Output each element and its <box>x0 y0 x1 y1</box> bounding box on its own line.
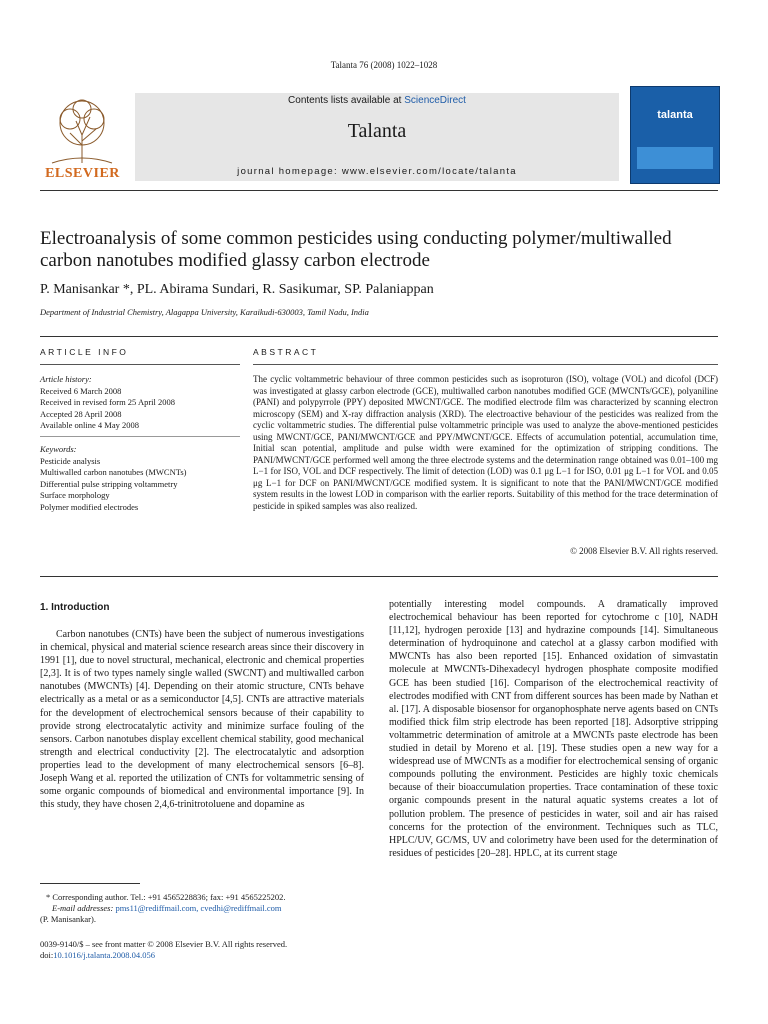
intro-right-column <box>389 598 718 860</box>
keyword-item: Surface morphology <box>40 490 110 500</box>
keyword-item: Pesticide analysis <box>40 455 101 466</box>
keywords-label: Keywords: <box>40 444 77 454</box>
journal-title: Talanta <box>347 120 407 142</box>
sciencedirect-link[interactable]: ScienceDirect <box>404 95 466 106</box>
cover-stripe <box>637 147 713 169</box>
cover-title: talanta <box>657 109 693 121</box>
doi-link[interactable]: 10.1016/j.talanta.2008.04.056 <box>53 950 155 960</box>
keywords-rule <box>40 436 240 437</box>
doi-label: doi: <box>40 950 54 960</box>
journal-citation: Talanta 76 (2008) 1022–1028 <box>330 60 438 70</box>
intro-left-paragraph: Carbon nanotubes (CNTs) have been the subject of numerous investigations in chemical, physical and material science research areas since their discovery in 1991 [1], due to novel structural, mechanical, electronic and chemical properties [2,3]. It is of two types namely single walled (SWCNT) and multiwalled carbon nanotubes (MWCNTs) [4]. Depending on their atomic structure, CNTs behave electrically as a metal or as a semiconductor [4,5]. CNTs are attractive materials for the development of electrochemical sensors because of their capability to provide strong electrocatalytic activity and minimize surface fouling of the sensors. Carbon nanotubes display excellent chemical stability, good mechanical strength and electrical conductivity [2]. The electrocatalytic and adsorption properties lead to the development of many electrochemical sensors [6–8]. Joseph Wang et al. reported the utilization of CNTs for voltammetric sensing of some organic compounds of biomedical and environmental importance [9]. In this study, they have chosen 2,4,6-trinitrotoluene and dopamine as <box>40 629 364 811</box>
article-history <box>40 374 240 432</box>
intro-right-paragraph: potentially interesting model compounds. A dramatically improved electrochemical behaviour has been reported for cytochrome c [10], NADH [11,12], hydrogen peroxide [13] and hydrazine compounds [14]. Simultaneous determination of hydroquinone and catechol at a glassy carbon modified with MWCNTs has also been reported [15]. Enhanced oxidation of simvastatin molecule at MWCNTs-Dihexadecyl hydrogen phosphate composite modified GCE has been studied [16]. Comparison of the electrochemical reactivity of electrodes modified with CNT from different sources has been made by Nathan et al. [17]. A disposable biosensor for organophosphate nerve agents based on CNTs modified thick film strip electrode has been reported [18]. Adsorptive stripping voltammetric determination of amitrole at a MWCNTs paste electrode has been studied in detail by Moreno et al. [19]. These studies open a new way for a widespread use of MWCNTs as a modifier for electrochemical sensing of organic compounds polluting the environment. Pesticides are highly toxic chemicals because of their bioaccumulation properties. Trace contamination of these toxic organic compounds present in the natural aquatic systems creates a lot of pollution problem. The presence of pesticides in water, soil and air has raised concerns for the protection of the environment. Techniques such as TLC, HPLC/UV, GC/MS, UV and colorimetry have been used for the determination of residues of pesticides [20–28]. HPLC, at its current stage <box>389 599 718 859</box>
journal-homepage[interactable]: journal homepage: www.elsevier.com/locate/talanta <box>237 166 517 177</box>
journal-cover-image <box>630 86 720 184</box>
abstract-rule <box>253 364 718 365</box>
history-item: Accepted 28 April 2008 <box>40 408 122 419</box>
footnotes <box>40 892 364 925</box>
article-info-heading: ARTICLE INFO <box>40 347 129 357</box>
keywords-list <box>40 444 240 513</box>
email-author-name: (P. Manisankar). <box>40 914 96 924</box>
intro-left-column <box>40 614 364 811</box>
email-label: E-mail addresses: <box>52 903 114 913</box>
keyword-item: Multiwalled carbon nanotubes (MWCNTs) <box>40 467 187 477</box>
history-item: Received 6 March 2008 <box>40 385 122 396</box>
corresponding-author: * Corresponding author. Tel.: +91 4565228836; fax: +91 4565225202. <box>46 892 286 902</box>
history-item: Received in revised form 25 April 2008 <box>40 397 176 407</box>
page-footer <box>40 939 364 961</box>
keyword-item: Differential pulse stripping voltammetry <box>40 478 178 489</box>
keyword-item: Polymer modified electrodes <box>40 501 139 512</box>
abstract-text: The cyclic voltammetric behaviour of three common pesticides such as isoproturon (ISO), voltage (VOL) and dicofol (DCF) was investigated at glassy carbon electrode (GCE), multiwalled carbon nanotubes modified GCE (MWCNTs/GCE), polyaniline (PANI) and polypyrrole (PPY) deposited MWCNT/GCE. The modified electrode film was characterized by scanning electron microscopy (SEM) and X-ray diffraction analysis (XRD). The electroactive behaviour of the pesticides was realized from the cyclic voltammetric studies. The differential pulse voltammetric principle was used to analyze the above-mentioned pesticides using MWCNT/GCE, PANI/MWCNT/GCE and PPY/MWCNT/GCE. Effects of accumulation potential, accumulation time, Initial scan potential, amplitude and pulse width were examined for the optimization of stripping conditions. The PANI/MWCNT/GCE performed well among the three electrode systems and the determination range obtained was 0.01–100 mg L−1 for ISO, VOL and DCF respectively. The limit of detection (LOD) was 0.1 μg L−1 for ISO, 0.01 μg L−1 for VOL and 0.05 μg L−1 for DCF on PANI/MWCNT/GCE modified system. It is significant to note that the PANI/MWCNT/GCE modified system results in the lowest LOD in comparison with the earlier reports. Suitability of this method for the trace determination of pesticide in spiked samples was also realized. <box>253 374 718 511</box>
abstract-heading: ABSTRACT <box>253 347 319 357</box>
article-authors: P. Manisankar *, PL. Abirama Sundari, R. Sasikumar, SP. Palaniappan <box>40 282 434 297</box>
contents-line <box>135 95 619 106</box>
info-divider <box>40 336 718 337</box>
email-links[interactable]: pms11@rediffmail.com, cvedhi@rediffmail.com <box>115 903 282 913</box>
intro-heading: 1. Introduction <box>40 602 110 613</box>
article-title: Electroanalysis of some common pesticides using conducting polymer/multiwalled carbon nanotubes modified glassy carbon electrode <box>40 228 672 271</box>
footnote-rule <box>40 883 140 884</box>
header-divider <box>40 190 718 191</box>
history-item: Available online 4 May 2008 <box>40 420 139 430</box>
abstract-bottom-divider <box>40 576 718 577</box>
info-rule <box>40 364 240 365</box>
author-affiliation: Department of Industrial Chemistry, Alagappa University, Karaikudi-630003, Tamil Nadu, India <box>40 307 369 317</box>
issn-line: 0039-9140/$ – see front matter © 2008 Elsevier B.V. All rights reserved. <box>40 939 288 949</box>
abstract-copyright: © 2008 Elsevier B.V. All rights reserved. <box>570 546 718 556</box>
contents-prefix: Contents lists available at <box>288 95 402 106</box>
history-label: Article history: <box>40 374 92 384</box>
elsevier-wordmark: ELSEVIER <box>45 166 120 181</box>
